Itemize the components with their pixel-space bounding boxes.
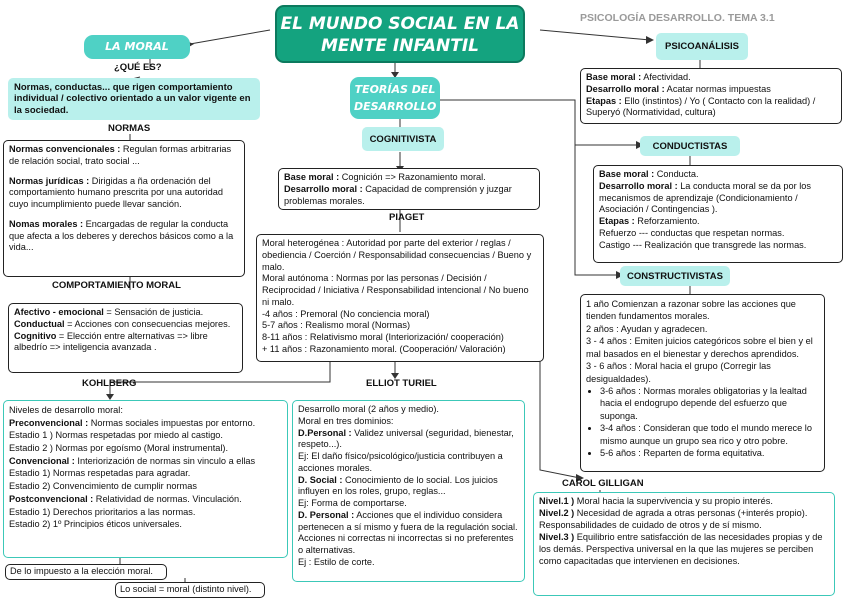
kohl-5: Estadio 1) Normas respetadas para agradar.: [9, 468, 191, 479]
constructivistas-box: [580, 294, 825, 472]
piaget-5-7: 5-7 años : Realismo moral (Normas): [262, 320, 411, 331]
turiel-7: Ej : Estilo de corte.: [298, 556, 375, 567]
normas-box: [3, 140, 245, 277]
constr-bullets: [586, 385, 819, 460]
que-es-label: ¿QUÉ ES?: [114, 62, 162, 73]
cond-1: Desarrollo moral : La conducta moral se da por los mecanismos de aprendizaje (Condicionamiento / Asociación / Contingencias ).: [599, 180, 811, 215]
comportamiento-box: [8, 303, 243, 373]
psico-etapas: Etapas : Ello (instintos) / Yo ( Contacto con la realidad) / Superyó (Normatividad, cultura): [586, 95, 816, 118]
comp-conductual: Conductual = Acciones con consecuencias mejores.: [14, 318, 231, 329]
cognitivista-label-box: [362, 127, 444, 151]
cog-base: Base moral : Cognición => Razonamiento moral.: [284, 172, 486, 182]
piaget-8-11: 8-11 años : Relativismo moral (Interiorización/ cooperación): [262, 332, 504, 343]
cond-0: Base moral : Conducta.: [599, 169, 699, 179]
cond-4: Castigo --- Realización que transgrede las normas.: [599, 239, 807, 250]
turiel-0: Desarrollo moral (2 años y medio).: [298, 404, 439, 414]
constr-bullet: • 3-4 años : Consideran que todo el mundo merece lo mismo aunque un grupo sea rico y otro pobre.: [600, 422, 819, 447]
piaget-4: -4 años : Premoral (No conciencia moral): [262, 308, 430, 319]
constr-bullet: • 5-6 años : Reparten de forma equitativa.: [600, 447, 819, 459]
turiel-6: D. Personal : Acciones que el individuo considera pertenecen a sí mismo y fuera de la regulación social. Acciones ni correctas ni incorrectas si no preferentes o alternativas.: [298, 509, 518, 556]
constr-1: 2 años : Ayudan y agradecen.: [586, 323, 708, 334]
cond-2: Etapas : Reforzamiento.: [599, 216, 700, 227]
turiel-box: [292, 400, 525, 582]
moral-definition: [8, 78, 260, 120]
kohl-0: Niveles de desarrollo moral:: [9, 405, 123, 415]
kohl-9: Estadio 2) 1º Principios éticos universales.: [9, 519, 182, 530]
gill-3: Nivel.3 ) Equilibrio entre satisfacción de las necesidades propias y de los demás. Perspectiva universal en la que las mujeres se perciben como capacitadas que intervienen en decisiones.: [539, 531, 823, 566]
constructivistas-label: CONSTRUCTIVISTAS: [627, 270, 723, 282]
kohlberg-box: [3, 400, 288, 558]
teorias-pill: [350, 77, 440, 119]
piaget-label: PIAGET: [389, 212, 425, 223]
cognitivista-box: [278, 168, 540, 210]
gill-2: Nivel.2 ) Necesidad de agrada a otras personas (+interés propio). Responsabilidades de cuidado de otros y de sí mismo.: [539, 507, 808, 530]
norma-convencional: Normas convencionales : Regulan formas arbitrarias de relación social, trato social ...: [9, 144, 232, 166]
normas-label: NORMAS: [108, 123, 151, 134]
moral-definition-text: Normas, conductas... que rigen comportamiento individual / colectivo orientado a un valor vigente en la sociedad.: [14, 81, 251, 116]
gilligan-label: CAROL GILLIGAN: [562, 478, 644, 489]
kohlberg-note2: Lo social = moral (distinto nivel).: [115, 582, 265, 598]
kohl-1: Preconvencional : Normas sociales impuestas por entorno.: [9, 417, 256, 428]
comp-afectivo: Afectivo - emocional = Sensación de justicia.: [14, 307, 204, 317]
piaget-11: + 11 años : Razonamiento moral. (Cooperación/ Valoración): [262, 343, 506, 354]
constr-0: 1 año Comienzan a razonar sobre las acciones que tienden fundamentos morales.: [586, 299, 796, 322]
constr-3: 3 - 6 años : Moral hacia el grupo (Corregir las desigualdades).: [586, 361, 771, 384]
constructivistas-label-box: [620, 266, 730, 286]
psicoanalisis-label-box: [656, 33, 748, 60]
psico-desarrollo: Desarrollo moral : Acatar normas impuestas: [586, 83, 771, 94]
psicoanalisis-box: [580, 68, 842, 124]
conductistas-label: CONDUCTISTAS: [652, 140, 728, 152]
norma-moral: Nomas morales : Encargadas de regular la conducta que afecta a los deberes y derechos básicos como a la vida...: [9, 218, 234, 253]
conductistas-box: [593, 165, 843, 263]
turiel-5: Ej: Forma de comportarse.: [298, 498, 407, 509]
kohl-2: Estadio 1 ) Normas respetadas por miedo al castigo.: [9, 430, 223, 441]
kohl-8: Estadio 1) Derechos prioritarios a las normas.: [9, 506, 196, 517]
kohlberg-note1: De lo impuesto a la elección moral.: [5, 564, 167, 580]
cognitivista-label: COGNITIVISTA: [369, 133, 437, 145]
comportamiento-label: COMPORTAMIENTO MORAL: [52, 280, 181, 291]
piaget-box: [256, 234, 544, 362]
header-subject: PSICOLOGÍA DESARROLLO. TEMA 3.1: [580, 12, 775, 24]
la-moral-pill: [84, 35, 190, 59]
kohl-7: Postconvencional : Relatividad de normas. Vinculación.: [9, 493, 242, 504]
cog-desarrollo: Desarrollo moral : Capacidad de comprensión y juzgar problemas morales.: [284, 183, 512, 206]
teorias-label: TEORÍAS DEL DESARROLLO: [354, 83, 437, 113]
psicoanalisis-label: PSICOANÁLISIS: [665, 41, 739, 52]
kohl-6: Estadio 2) Convencimiento de cumplir normas: [9, 481, 197, 492]
norma-juridica: Normas jurídicas : Dirigidas a ña ordenación del comportamiento humano prescrita por una autoridad cuyo incumplimiento puede llevar sanción.: [9, 175, 223, 210]
main-title-text: EL MUNDO SOCIAL EN LA MENTE INFANTIL: [280, 14, 520, 56]
comp-cognitivo: Cognitivo = Elección entre alternativas => libre albedrío => inteligencia avanzada .: [14, 330, 208, 353]
piaget-heterogenea: Moral heterogénea : Autoridad por parte del exterior / reglas / obediencia / Coerción / Responsabilidad consecuencias / Bueno y malo.: [262, 238, 532, 272]
psico-base: Base moral : Afectividad.: [586, 72, 691, 82]
turiel-4: D. Social : Conocimiento de lo social. Los juicios influyen en los roles, grupo, reglas...: [298, 474, 498, 497]
conductistas-label-box: [640, 136, 740, 156]
cond-3: Refuerzo --- conductas que respetan normas.: [599, 227, 785, 238]
kohl-4: Convencional : Interiorización de normas sin vinculo a ellas: [9, 455, 256, 466]
la-moral-label: LA MORAL: [105, 40, 169, 53]
turiel-2: D.Personal : Validez universal (seguridad, bienestar, respeto...).: [298, 427, 514, 450]
turiel-1: Moral en tres dominios:: [298, 415, 394, 426]
gilligan-box: [533, 492, 835, 596]
gill-1: Nivel.1 ) Moral hacia la supervivencia y su propio interés.: [539, 496, 773, 506]
main-title: [275, 5, 525, 63]
constr-2: 3 - 4 años : Emiten juicios categóricos sobre el bien y el mal basados en el bienestar y derechos aprendidos.: [586, 336, 813, 359]
kohl-3: Estadio 2 ) Normas por egoísmo (Moral instrumental).: [9, 443, 229, 454]
turiel-label: ELLIOT TURIEL: [366, 378, 437, 389]
kohlberg-label: KOHLBERG: [82, 378, 137, 389]
piaget-autonoma: Moral autónoma : Normas por las personas / Decisión / Reciprocidad / Iniciativa / Responsabilidad intencional / No bueno ni malo.: [262, 273, 529, 307]
turiel-3: Ej: El daño físico/psicológico/justicia contribuyen a acciones morales.: [298, 451, 503, 473]
constr-bullet: • 3-6 años : Normas morales obligatorias y la lealtad hacia el endogrupo depende del esfuerzo que suponga.: [600, 385, 819, 422]
